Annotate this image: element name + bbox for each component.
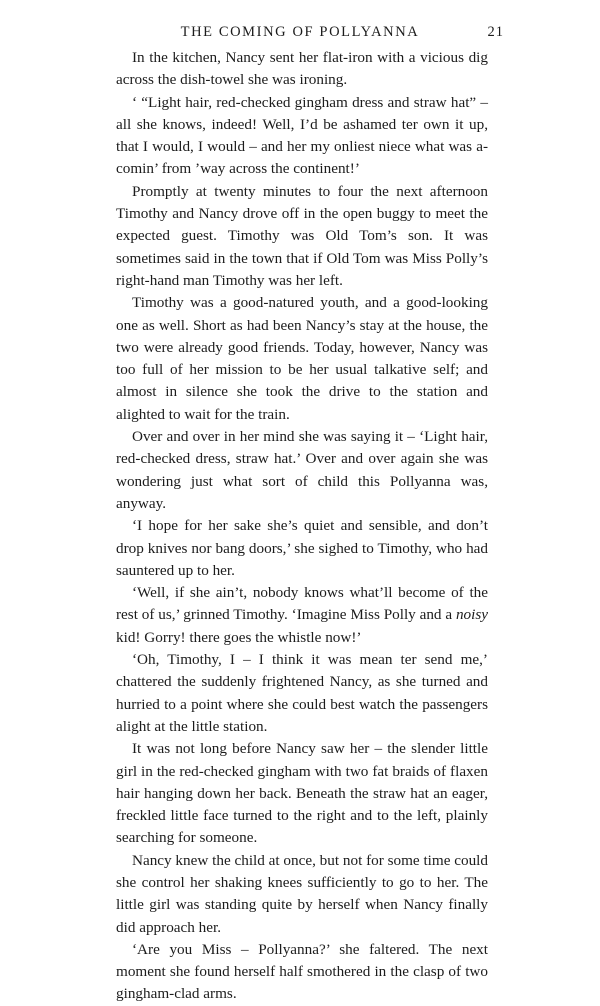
paragraph: It was not long before Nancy saw her – the slender little girl in the red-checked gingham with two fat braids of flaxen hair hanging down her back. Beneath the straw hat an eager, freckled little face turned to the right and to the left, plainly searching for someone. [116,740,488,847]
paragraph: Timothy was a good-natured youth, and a good-looking one as well. Short as had been Nancy’s stay at the house, the two were already good friends. Today, however, Nancy was too full of her mission to be her usual talkative self; and almost in silence she took the drive to the station and alighted to wait for the train. [116,294,488,423]
paragraph-text: ‘Well, if she ain’t, nobody knows what’ll become of the rest of us,’ grinned Timothy. ‘Imagine Miss Polly and a [116,584,488,624]
paragraph: ‘Are you Miss – Pollyanna?’ she faltered. The next moment she found herself half smothered in the clasp of two gingham-clad arms. [116,940,488,1003]
paragraph: Promptly at twenty minutes to four the next afternoon Timothy and Nancy drove off in the open buggy to meet the expected guest. Timothy was Old Tom’s son. It was sometimes said in the town that if Old Tom was Miss Polly’s right-hand man Timothy was her left. [116,182,488,289]
paragraph: Over and over in her mind she was saying it – ‘Light hair, red-checked dress, straw hat.’ Over and over again she was wondering just what sort of child this Pollyanna was, anyway. [116,428,488,512]
page-number: 21 [487,24,504,40]
paragraph: ‘ “Light hair, red-checked gingham dress and straw hat” – all she knows, indeed! Well, I’d be ashamed ter own it up, that I would, I would – and her my onliest niece what was a-comin’ from ’way across the continent!’ [116,93,488,178]
running-head-title: THE COMING OF POLLYANNA [180,24,420,40]
body-text [116,47,488,1006]
paragraph-text: kid! Gorry! there goes the whistle now!’ [116,628,362,646]
paragraph: In the kitchen, Nancy sent her flat-iron with a vicious dig across the dish-towel she was ironing. [116,49,488,89]
paragraph: Nancy knew the child at once, but not for some time could she control her shaking knees sufficiently to go to her. The little girl was standing quite by herself when Nancy finally did approach her. [116,851,488,936]
paragraph: ‘Oh, Timothy, I – I think it was mean ter send me,’ chattered the suddenly frightened Nancy, as she turned and hurried to a point where she could best watch the passengers alight at the little station. [116,651,488,735]
paragraph: ‘I hope for her sake she’s quiet and sensible, and don’t drop knives nor bang doors,’ she sighed to Timothy, who had sauntered up to her. [116,517,488,579]
paragraph [116,582,488,649]
italic-word: noisy [455,606,488,624]
